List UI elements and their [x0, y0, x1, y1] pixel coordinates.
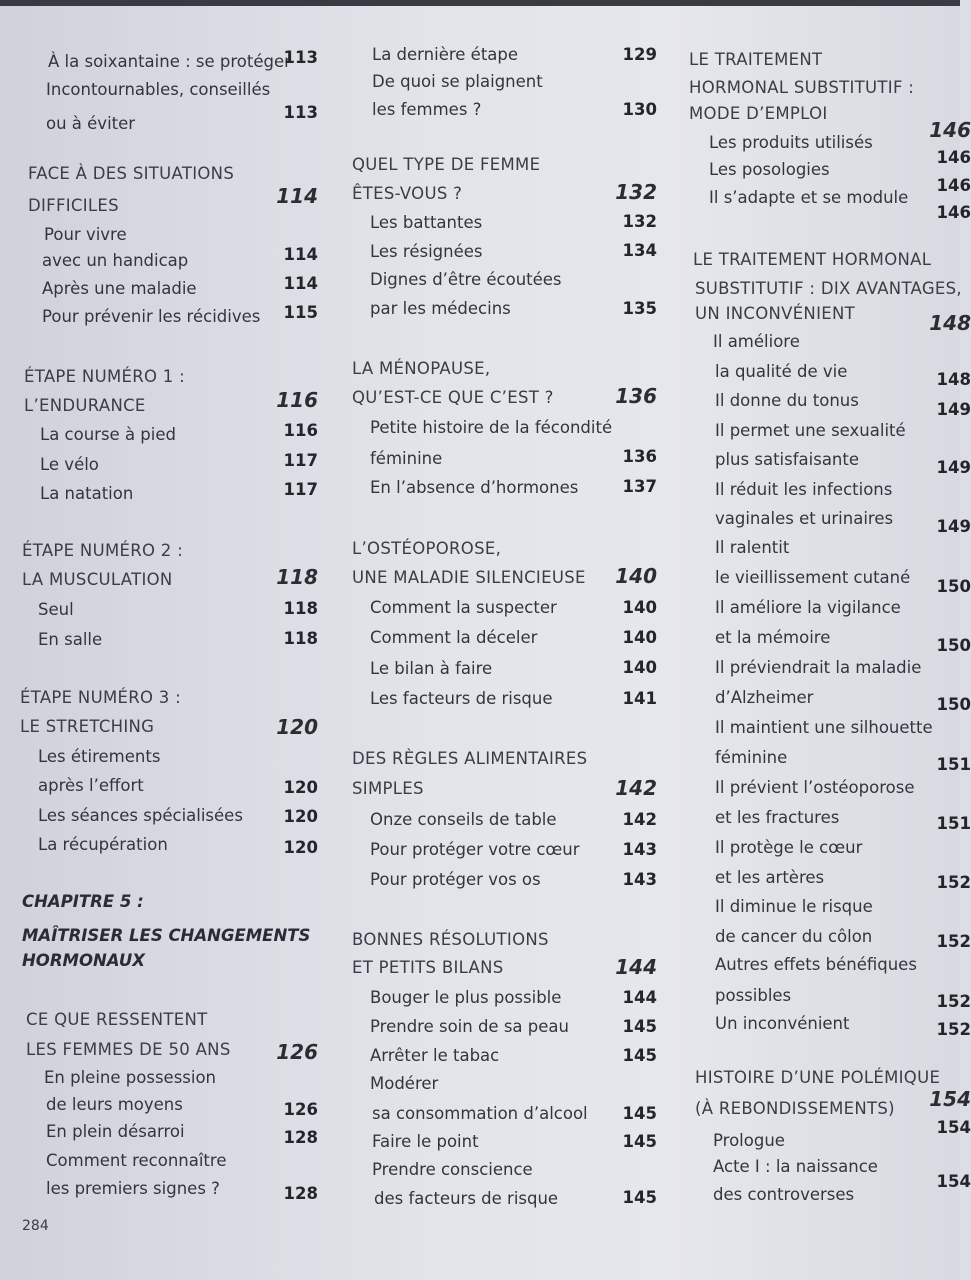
entry-page-number: 154 — [936, 1118, 971, 1137]
section-heading: HORMONAL SUBSTITUTIF : — [689, 78, 915, 97]
toc-entry: Les facteurs de risque — [370, 689, 553, 708]
toc-entry: Pour protéger votre cœur — [370, 840, 580, 859]
entry-page-number: 151 — [936, 814, 971, 833]
toc-entry: Un inconvénient — [715, 1014, 850, 1033]
entry-page-number: 144 — [622, 988, 657, 1007]
toc-entry: Le bilan à faire — [370, 659, 493, 678]
entry-page-number: 113 — [283, 48, 318, 67]
section-heading: BONNES RÉSOLUTIONS — [352, 930, 549, 949]
section-page-number: 148 — [929, 311, 971, 335]
section-page-number: 146 — [929, 118, 971, 142]
entry-page-number: 140 — [622, 598, 657, 617]
toc-entry: et les artères — [715, 868, 825, 887]
toc-entry: Il protège le cœur — [715, 838, 863, 857]
entry-page-number: 120 — [283, 838, 318, 857]
toc-entry: par les médecins — [370, 299, 511, 318]
entry-page-number: 145 — [622, 1132, 657, 1151]
toc-entry: Il préviendrait la maladie — [715, 658, 922, 677]
section-heading: (À REBONDISSEMENTS) — [695, 1099, 895, 1118]
entry-page-number: 150 — [936, 636, 971, 655]
section-heading: DES RÈGLES ALIMENTAIRES — [352, 749, 588, 768]
entry-page-number: 152 — [936, 992, 971, 1011]
toc-entry: En plein désarroi — [46, 1122, 185, 1141]
toc-entry: Comment reconnaître — [46, 1151, 227, 1170]
entry-page-number: 150 — [936, 577, 971, 596]
section-page-number: 154 — [929, 1087, 971, 1111]
toc-entry: des controverses — [713, 1185, 855, 1204]
section-heading: LE TRAITEMENT — [689, 50, 823, 69]
toc-entry: sa consommation d’alcool — [372, 1104, 588, 1123]
toc-entry: La récupération — [38, 835, 168, 854]
section-heading: DIFFICILES — [28, 196, 119, 215]
section-page-number: 118 — [276, 565, 318, 589]
entry-page-number: 118 — [283, 599, 318, 618]
chapter-title: MAÎTRISER LES CHANGEMENTS — [22, 926, 311, 945]
section-heading: L’ENDURANCE — [24, 396, 146, 415]
section-page-number: 142 — [615, 776, 657, 800]
toc-entry: La dernière étape — [372, 45, 519, 64]
entry-page-number: 132 — [622, 212, 657, 231]
chapter-title: CHAPITRE 5 : — [22, 892, 144, 911]
section-page-number: 126 — [276, 1040, 318, 1064]
entry-page-number: 120 — [283, 778, 318, 797]
entry-page-number: 135 — [622, 299, 657, 318]
toc-entry: Prologue — [713, 1131, 785, 1150]
toc-entry: les femmes ? — [372, 100, 482, 119]
toc-entry: En l’absence d’hormones — [370, 478, 579, 497]
section-heading: ET PETITS BILANS — [352, 958, 504, 977]
entry-page-number: 146 — [936, 148, 971, 167]
toc-column-2 — [340, 0, 675, 1240]
toc-entry: Il réduit les infections — [715, 480, 893, 499]
section-heading: CE QUE RESSENTENT — [26, 1010, 208, 1029]
section-heading: MODE D’EMPLOI — [689, 104, 828, 123]
toc-entry: Pour protéger vos os — [370, 870, 541, 889]
entry-page-number: 149 — [936, 458, 971, 477]
toc-entry: Modérer — [370, 1074, 439, 1093]
entry-page-number: 145 — [622, 1104, 657, 1123]
toc-entry: Il s’adapte et se module — [709, 188, 909, 207]
toc-entry: avec un handicap — [42, 251, 189, 270]
section-heading: ÉTAPE NUMÉRO 3 : — [20, 688, 182, 707]
section-heading: L’OSTÉOPOROSE, — [352, 539, 502, 558]
toc-entry: La natation — [40, 484, 134, 503]
toc-entry: Pour prévenir les récidives — [42, 307, 261, 326]
section-heading: QU’EST-CE QUE C’EST ? — [352, 388, 554, 407]
toc-entry: Bouger le plus possible — [370, 988, 562, 1007]
section-heading: UN INCONVÉNIENT — [695, 304, 855, 323]
toc-entry: les premiers signes ? — [46, 1179, 220, 1198]
entry-page-number: 143 — [622, 840, 657, 859]
entry-page-number: 129 — [622, 45, 657, 64]
entry-page-number: 154 — [936, 1172, 971, 1191]
entry-page-number: 130 — [622, 100, 657, 119]
page-number: 284 — [22, 1218, 49, 1234]
toc-entry: d’Alzheimer — [715, 688, 814, 707]
chapter-title: HORMONAUX — [22, 951, 145, 970]
toc-entry: Les étirements — [38, 747, 161, 766]
entry-page-number: 146 — [936, 176, 971, 195]
entry-page-number: 140 — [622, 658, 657, 677]
entry-page-number: 126 — [283, 1100, 318, 1119]
section-heading: LA MÉNOPAUSE, — [352, 359, 491, 378]
entry-page-number: 117 — [283, 480, 318, 499]
toc-entry: De quoi se plaignent — [372, 72, 543, 91]
toc-entry: Les produits utilisés — [709, 133, 873, 152]
toc-entry: Il améliore — [713, 332, 800, 351]
toc-entry: Le vélo — [40, 455, 99, 474]
section-heading: UNE MALADIE SILENCIEUSE — [352, 568, 586, 587]
entry-page-number: 120 — [283, 807, 318, 826]
entry-page-number: 140 — [622, 628, 657, 647]
section-page-number: 120 — [276, 715, 318, 739]
toc-entry: Pour vivre — [44, 225, 127, 244]
entry-page-number: 117 — [283, 451, 318, 470]
entry-page-number: 114 — [283, 274, 318, 293]
toc-entry: Les posologies — [709, 160, 830, 179]
entry-page-number: 141 — [622, 689, 657, 708]
section-page-number: 132 — [615, 180, 657, 204]
entry-page-number: 145 — [622, 1046, 657, 1065]
toc-entry: Dignes d’être écoutées — [370, 270, 562, 289]
entry-page-number: 145 — [622, 1017, 657, 1036]
section-heading: SUBSTITUTIF : DIX AVANTAGES, — [695, 279, 962, 298]
entry-page-number: 134 — [622, 241, 657, 260]
toc-entry: Comment la déceler — [370, 628, 538, 647]
toc-entry: possibles — [715, 986, 792, 1005]
entry-page-number: 114 — [283, 245, 318, 264]
toc-entry: vaginales et urinaires — [715, 509, 894, 528]
entry-page-number: 115 — [283, 303, 318, 322]
toc-entry: Les séances spécialisées — [38, 806, 243, 825]
toc-entry: Incontournables, conseillés — [46, 80, 271, 99]
toc-column-1 — [0, 0, 340, 1240]
toc-entry: féminine — [370, 449, 443, 468]
toc-column-3 — [675, 0, 971, 1240]
entry-page-number: 148 — [936, 370, 971, 389]
section-page-number: 116 — [276, 388, 318, 412]
entry-page-number: 136 — [622, 447, 657, 466]
entry-page-number: 152 — [936, 932, 971, 951]
toc-entry: Acte I : la naissance — [713, 1157, 878, 1176]
section-heading: LES FEMMES DE 50 ANS — [26, 1040, 231, 1059]
toc-entry: Il prévient l’ostéoporose — [715, 778, 915, 797]
toc-entry: Après une maladie — [42, 279, 197, 298]
toc-entry: Seul — [38, 600, 74, 619]
entry-page-number: 137 — [622, 477, 657, 496]
toc-entry: Prendre conscience — [372, 1160, 533, 1179]
toc-entry: Les battantes — [370, 213, 483, 232]
section-heading: SIMPLES — [352, 779, 424, 798]
toc-entry: Les résignées — [370, 242, 483, 261]
section-heading: QUEL TYPE DE FEMME — [352, 155, 541, 174]
toc-entry: féminine — [715, 748, 788, 767]
entry-page-number: 142 — [622, 810, 657, 829]
toc-entry: Il permet une sexualité — [715, 421, 906, 440]
toc-entry: Il diminue le risque — [715, 897, 873, 916]
entry-page-number: 150 — [936, 695, 971, 714]
section-page-number: 144 — [615, 955, 657, 979]
toc-entry: Il améliore la vigilance — [715, 598, 901, 617]
toc-entry: plus satisfaisante — [715, 450, 860, 469]
section-page-number: 136 — [615, 384, 657, 408]
entry-page-number: 149 — [936, 517, 971, 536]
entry-page-number: 146 — [936, 203, 971, 222]
section-page-number: 140 — [615, 564, 657, 588]
section-page-number: 114 — [276, 184, 318, 208]
toc-entry: En pleine possession — [44, 1068, 217, 1087]
toc-entry: Onze conseils de table — [370, 810, 557, 829]
section-heading: FACE À DES SITUATIONS — [28, 164, 235, 183]
toc-entry: Il maintient une silhouette — [715, 718, 933, 737]
toc-entry: de cancer du côlon — [715, 927, 873, 946]
entry-page-number: 116 — [283, 421, 318, 440]
entry-page-number: 143 — [622, 870, 657, 889]
section-heading: LA MUSCULATION — [22, 570, 173, 589]
toc-entry: de leurs moyens — [46, 1095, 183, 1114]
entry-page-number: 149 — [936, 400, 971, 419]
entry-page-number: 128 — [283, 1128, 318, 1147]
section-heading: HISTOIRE D’UNE POLÉMIQUE — [695, 1068, 941, 1087]
toc-entry: le vieillissement cutané — [715, 568, 911, 587]
entry-page-number: 151 — [936, 755, 971, 774]
toc-entry: la qualité de vie — [715, 362, 848, 381]
toc-entry: et la mémoire — [715, 628, 831, 647]
toc-entry: Prendre soin de sa peau — [370, 1017, 569, 1036]
section-heading: ÊTES-VOUS ? — [352, 184, 463, 203]
toc-entry: La course à pied — [40, 425, 176, 444]
section-heading: ÉTAPE NUMÉRO 1 : — [24, 367, 186, 386]
toc-entry: Autres effets bénéfiques — [715, 955, 917, 974]
toc-entry: et les fractures — [715, 808, 840, 827]
toc-entry: ou à éviter — [46, 114, 136, 133]
toc-entry: En salle — [38, 630, 103, 649]
toc-entry: À la soixantaine : se protéger — [48, 52, 291, 71]
toc-entry: des facteurs de risque — [374, 1189, 559, 1208]
entry-page-number: 118 — [283, 629, 318, 648]
entry-page-number: 152 — [936, 1020, 971, 1039]
entry-page-number: 113 — [283, 103, 318, 122]
toc-entry: après l’effort — [38, 776, 144, 795]
toc-entry: Arrêter le tabac — [370, 1046, 500, 1065]
entry-page-number: 152 — [936, 873, 971, 892]
section-heading: LE TRAITEMENT HORMONAL — [693, 250, 932, 269]
toc-entry: Petite histoire de la fécondité — [370, 418, 613, 437]
toc-entry: Faire le point — [372, 1132, 479, 1151]
section-heading: LE STRETCHING — [20, 717, 155, 736]
toc-entry: Il donne du tonus — [715, 391, 859, 410]
entry-page-number: 128 — [283, 1184, 318, 1203]
toc-entry: Il ralentit — [715, 538, 790, 557]
toc-entry: Comment la suspecter — [370, 598, 557, 617]
entry-page-number: 145 — [622, 1188, 657, 1207]
section-heading: ÉTAPE NUMÉRO 2 : — [22, 541, 184, 560]
